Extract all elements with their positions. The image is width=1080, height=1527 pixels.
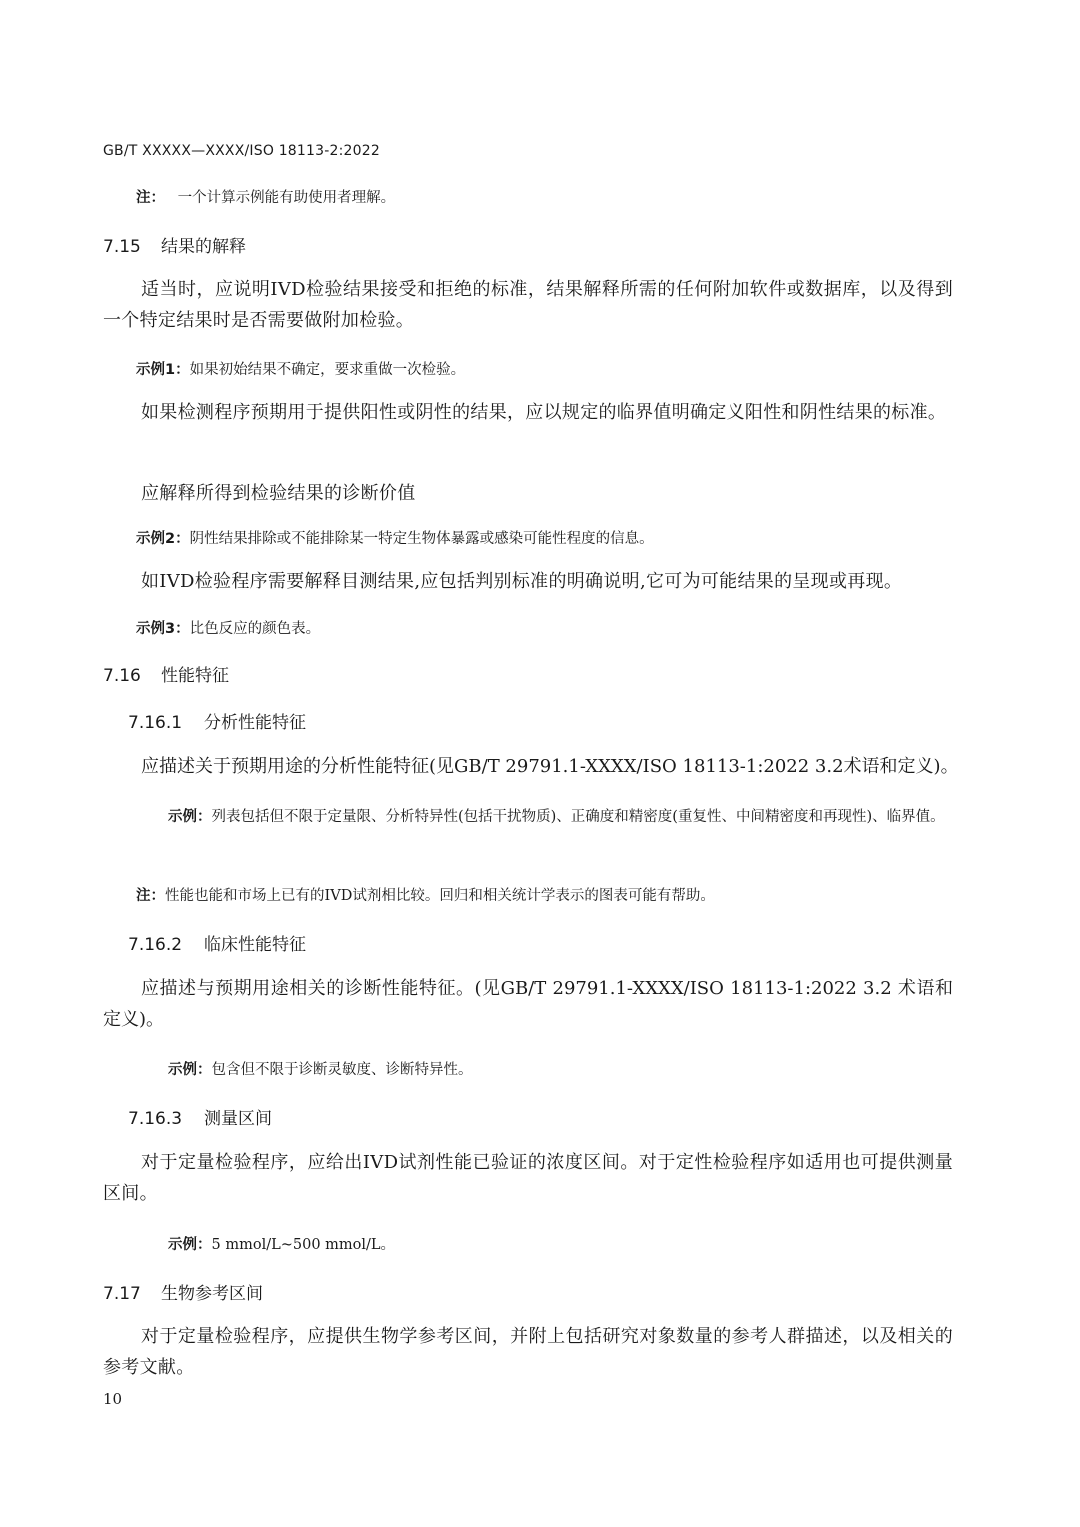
section-title: 分析性能特征: [204, 713, 306, 733]
section-title: 临床性能特征: [204, 935, 306, 955]
example-text: 阴性结果排除或不能排除某一特定生物体暴露或感染可能性程度的信息。: [189, 531, 654, 547]
example-label: 示例2：: [136, 531, 190, 547]
example-label: 示例3：: [136, 621, 190, 637]
section-number: 7.17: [103, 1284, 141, 1304]
example-label: 示例：: [168, 1062, 212, 1078]
note-label: 注：: [136, 888, 165, 904]
section-title: 测量区间: [204, 1109, 272, 1129]
section-number: 7.16.1: [128, 713, 183, 733]
note: [136, 186, 395, 207]
note-label: 注：: [136, 190, 165, 206]
paragraph: 如IVD检验程序需要解释目测结果,应包括判别标准的明确说明,它可为可能结果的呈现或再现。: [141, 571, 903, 592]
example-1: [136, 358, 465, 379]
document-code: GB/T XXXXX—XXXX/ISO 18113-2:2022: [103, 143, 380, 159]
note-text: 性能也能和市场上已有的IVD试剂相比较。回归和相关统计学表示的图表可能有帮助。: [165, 888, 715, 904]
example-text: 包含但不限于诊断灵敏度、诊断特异性。: [211, 1062, 473, 1078]
section-title: 性能特征: [161, 666, 229, 686]
example-text: 如果初始结果不确定，要求重做一次检验。: [189, 362, 466, 378]
example-label: 示例1：: [136, 362, 190, 378]
paragraph: 对于定量检验程序，应提供生物学参考区间，并附上包括研究对象数量的参考人群描述，以及相关的参考文献。: [103, 1326, 953, 1378]
section-number: 7.15: [103, 237, 141, 257]
section-title: 生物参考区间: [161, 1284, 263, 1304]
note-2: [136, 884, 715, 905]
example-5: [168, 1058, 473, 1079]
section-heading-7-16-3: [128, 1104, 272, 1129]
example-2: [136, 527, 654, 548]
section-number: 7.16: [103, 666, 141, 686]
example-label: 示例：: [168, 809, 212, 825]
section-title: 结果的解释: [161, 237, 246, 257]
section-heading-7-16-1: [128, 708, 306, 733]
example-3: [136, 617, 320, 638]
example-text: 比色反应的颜色表。: [189, 621, 321, 637]
paragraph: 对于定量检验程序，应给出IVD试剂性能已验证的浓度区间。对于定性检验程序如适用也可提供测量区间。: [103, 1152, 953, 1204]
example-label: 示例：: [168, 1237, 212, 1253]
section-heading-7-17: [103, 1279, 263, 1304]
page-number: 10: [103, 1390, 123, 1408]
paragraph: 应解释所得到检验结果的诊断价值: [141, 483, 416, 504]
example-text: 列表包括但不限于定量限、分析特异性(包括干扰物质)、正确度和精密度(重复性、中间精密度和再现性)、临界值。: [211, 809, 945, 825]
section-number: 7.16.2: [128, 935, 183, 955]
note-text: 一个计算示例能有助使用者理解。: [177, 190, 396, 206]
example-text: 5 mmol/L~500 mmol/L。: [211, 1237, 396, 1253]
paragraph: 应描述关于预期用途的分析性能特征(见GB/T 29791.1-XXXX/ISO 18113-1:2022 3.2术语和定义)。: [141, 756, 959, 777]
section-heading-7-16: [103, 661, 229, 686]
section-number: 7.16.3: [128, 1109, 183, 1129]
paragraph: 应描述与预期用途相关的诊断性能特征。(见GB/T 29791.1-XXXX/ISO 18113-1:2022 3.2 术语和定义)。: [103, 978, 953, 1030]
paragraph: 如果检测程序预期用于提供阳性或阴性的结果，应以规定的临界值明确定义阳性和阴性结果的标准。: [141, 402, 947, 423]
section-heading-7-15: [103, 232, 246, 257]
paragraph: 适当时，应说明IVD检验结果接受和拒绝的标准，结果解释所需的任何附加软件或数据库，以及得到一个特定结果时是否需要做附加检验。: [103, 279, 953, 331]
example-6: [168, 1233, 395, 1254]
section-heading-7-16-2: [128, 930, 306, 955]
example-4: [136, 802, 952, 833]
